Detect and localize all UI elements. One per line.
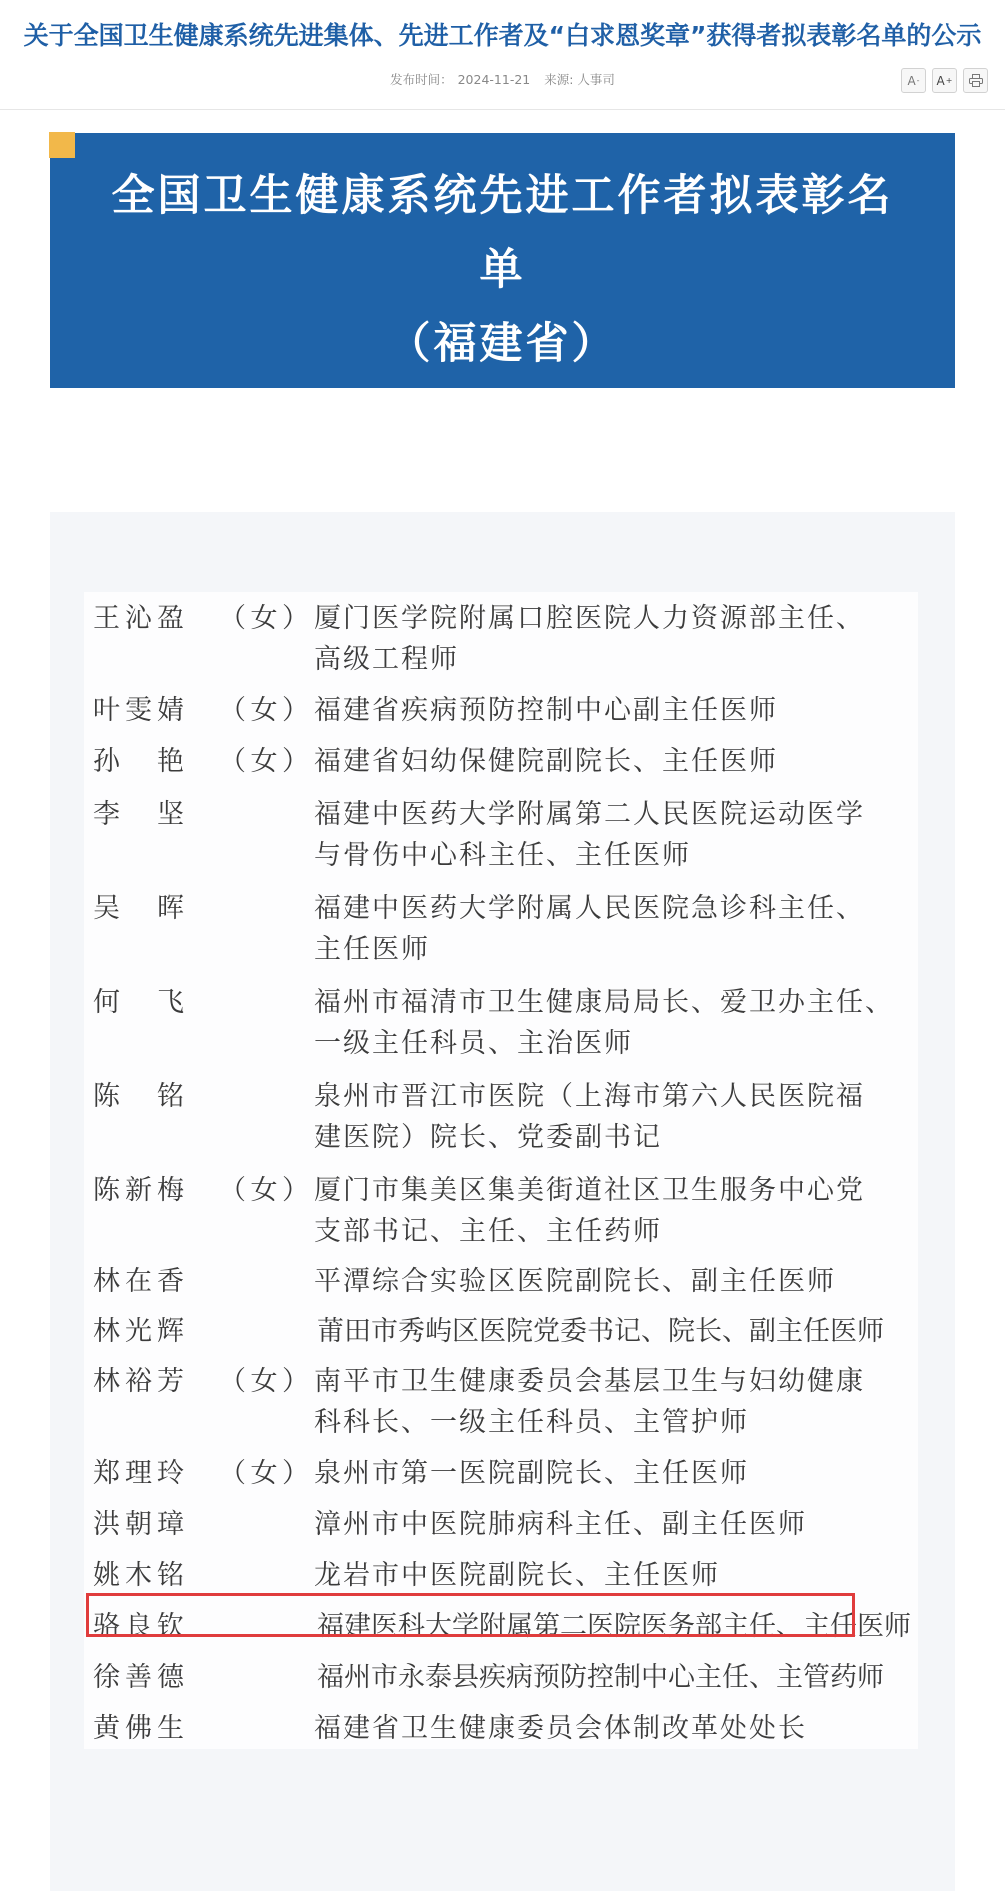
position-line: 龙岩市中医院副院长、主任医师	[314, 1560, 720, 1591]
honoree-name: 骆良钦	[93, 1611, 189, 1642]
position-line: 福建省卫生健康委员会体制改革处处长	[314, 1713, 807, 1744]
honoree-position	[314, 1555, 918, 1596]
position-line: 支部书记、主任、主任药师	[314, 1216, 662, 1247]
position-line: 与骨伤中心科主任、主任医师	[314, 840, 691, 871]
honoree-name: 徐善德	[93, 1662, 189, 1693]
gender-tag-part: （	[219, 603, 246, 634]
position-line: 泉州市晋江市医院（上海市第六人民医院福	[314, 1081, 865, 1112]
gender-tag-part: 女	[250, 603, 278, 634]
position-line: 科科长、一级主任科员、主管护师	[314, 1407, 749, 1438]
gender-tag-part: （	[219, 1458, 246, 1489]
gender-tag-part: 女	[250, 1458, 278, 1489]
position-line: 莆田市秀屿区医院党委书记、院长、副主任医师	[317, 1316, 884, 1347]
position-line: 漳州市中医院肺病科主任、副主任医师	[314, 1509, 807, 1540]
print-button[interactable]	[963, 68, 988, 93]
gender-tag-part: 女	[250, 1175, 278, 1206]
honoree-name: 郑理玲	[93, 1458, 189, 1489]
minus-sign: -	[916, 76, 920, 85]
honoree-name: 林光辉	[93, 1316, 189, 1347]
honoree-position	[314, 1170, 918, 1252]
list-item	[84, 1064, 918, 1158]
honoree-position	[314, 794, 918, 876]
font-tools	[901, 68, 988, 93]
list-item	[84, 731, 918, 782]
honoree-name: 孙 艳	[93, 746, 189, 777]
position-line: 一级主任科员、主治医师	[314, 1028, 633, 1059]
decrease-font-button[interactable]	[901, 68, 926, 93]
gender-tag-part: ）	[282, 695, 309, 726]
honoree-position	[314, 741, 918, 782]
highlight-box	[86, 1593, 855, 1637]
position-line: 福建中医药大学附属人民医院急诊科主任、	[314, 893, 865, 924]
increase-font-button[interactable]	[932, 68, 957, 93]
list-item	[84, 1494, 918, 1545]
list-item	[84, 1352, 918, 1443]
honoree-position	[317, 1657, 918, 1698]
list-item	[84, 1443, 918, 1494]
banner-line-2: 单	[479, 245, 526, 295]
gender-tag-part: ）	[282, 1458, 309, 1489]
gender-tag-part: ）	[282, 603, 309, 634]
gender-tag-part: 女	[250, 695, 278, 726]
gender-tag-part: （	[219, 1175, 246, 1206]
gender-tag-part: （	[219, 695, 246, 726]
list-item	[84, 680, 918, 731]
gender-tag	[219, 1453, 309, 1494]
gender-tag	[219, 598, 309, 639]
honoree-name: 姚木铭	[93, 1560, 189, 1591]
honoree-list	[84, 592, 918, 1749]
list-item	[84, 1158, 918, 1252]
honoree-name: 林在香	[93, 1266, 189, 1297]
article-header	[0, 0, 1005, 110]
honoree-name: 李 坚	[93, 799, 189, 830]
honoree-name: 王沁盈	[93, 603, 189, 634]
position-line: 福建中医药大学附属第二人民医院运动医学	[314, 799, 865, 830]
honoree-name: 洪朝璋	[93, 1509, 189, 1540]
position-line: 福州市永泰县疾病预防控制中心主任、主管药师	[317, 1662, 884, 1693]
title-banner	[50, 133, 955, 388]
honoree-name: 何 飞	[93, 987, 189, 1018]
gender-tag-part: 女	[250, 746, 278, 777]
honoree-position	[314, 1453, 918, 1494]
gender-tag	[219, 1170, 309, 1211]
publish-label: 发布时间：	[390, 72, 453, 87]
honoree-name: 陈 铭	[93, 1081, 189, 1112]
gender-tag-part: 女	[250, 1366, 278, 1397]
banner-title	[50, 159, 955, 381]
gender-tag-part: ）	[282, 746, 309, 777]
position-line: 平潭综合实验区医院副院长、副主任医师	[314, 1266, 836, 1297]
honoree-position	[317, 1311, 918, 1352]
honoree-position	[314, 1708, 918, 1749]
honoree-name: 黄佛生	[93, 1713, 189, 1744]
banner-line-1: 全国卫生健康系统先进工作者拟表彰名	[111, 171, 894, 221]
source-label: 来源: 人事司	[544, 72, 615, 87]
article-meta	[0, 70, 1005, 88]
list-item	[84, 782, 918, 876]
corner-accent	[49, 132, 75, 158]
gender-tag	[219, 1361, 309, 1402]
honoree-position	[314, 1076, 918, 1158]
list-item	[84, 876, 918, 970]
gender-tag-part: ）	[282, 1366, 309, 1397]
gender-tag	[219, 690, 309, 731]
gender-tag-part: （	[219, 746, 246, 777]
name-list-panel	[50, 512, 955, 1891]
article-title: 关于全国卫生健康系统先进集体、先进工作者及“白求恩奖章”获得者拟表彰名单的公示	[23, 21, 982, 50]
list-item	[84, 1698, 918, 1749]
honoree-position	[314, 1361, 918, 1443]
font-a-small: A	[907, 73, 916, 88]
honoree-name: 吴 晖	[93, 893, 189, 924]
list-item	[84, 1647, 918, 1698]
honoree-position	[314, 690, 918, 731]
position-line: 福建医科大学附属第二医院医务部主任、主任医师	[317, 1611, 911, 1642]
honoree-position	[314, 1504, 918, 1545]
honoree-position	[314, 1261, 918, 1302]
honoree-position	[314, 982, 918, 1064]
publish-date: 2024-11-21	[457, 72, 531, 87]
position-line: 福州市福清市卫生健康局局长、爱卫办主任、	[314, 987, 894, 1018]
font-a-large: A	[936, 73, 945, 88]
position-line: 泉州市第一医院副院长、主任医师	[314, 1458, 749, 1489]
position-line: 主任医师	[314, 934, 430, 965]
position-line: 高级工程师	[314, 644, 459, 675]
honoree-name: 陈新梅	[93, 1175, 189, 1206]
position-line: 福建省疾病预防控制中心副主任医师	[314, 695, 778, 726]
list-item	[84, 1252, 918, 1302]
list-item	[84, 970, 918, 1064]
position-line: 建医院）院长、党委副书记	[314, 1122, 662, 1153]
banner-line-3: （福建省）	[387, 319, 618, 369]
list-item	[84, 592, 918, 680]
honoree-position	[314, 598, 918, 680]
print-icon	[969, 74, 983, 87]
gender-tag-part: ）	[282, 1175, 309, 1206]
honoree-name: 叶雯婧	[93, 695, 189, 726]
honoree-position	[314, 888, 918, 970]
gender-tag-part: （	[219, 1366, 246, 1397]
gender-tag	[219, 741, 309, 782]
plus-sign: +	[945, 76, 953, 85]
list-item	[84, 1302, 918, 1352]
position-line: 厦门医学院附属口腔医院人力资源部主任、	[314, 603, 865, 634]
position-line: 福建省妇幼保健院副院长、主任医师	[314, 746, 778, 777]
honoree-name: 林裕芳	[93, 1366, 189, 1397]
position-line: 南平市卫生健康委员会基层卫生与妇幼健康	[314, 1366, 865, 1397]
list-item	[84, 1545, 918, 1596]
position-line: 厦门市集美区集美街道社区卫生服务中心党	[314, 1175, 865, 1206]
